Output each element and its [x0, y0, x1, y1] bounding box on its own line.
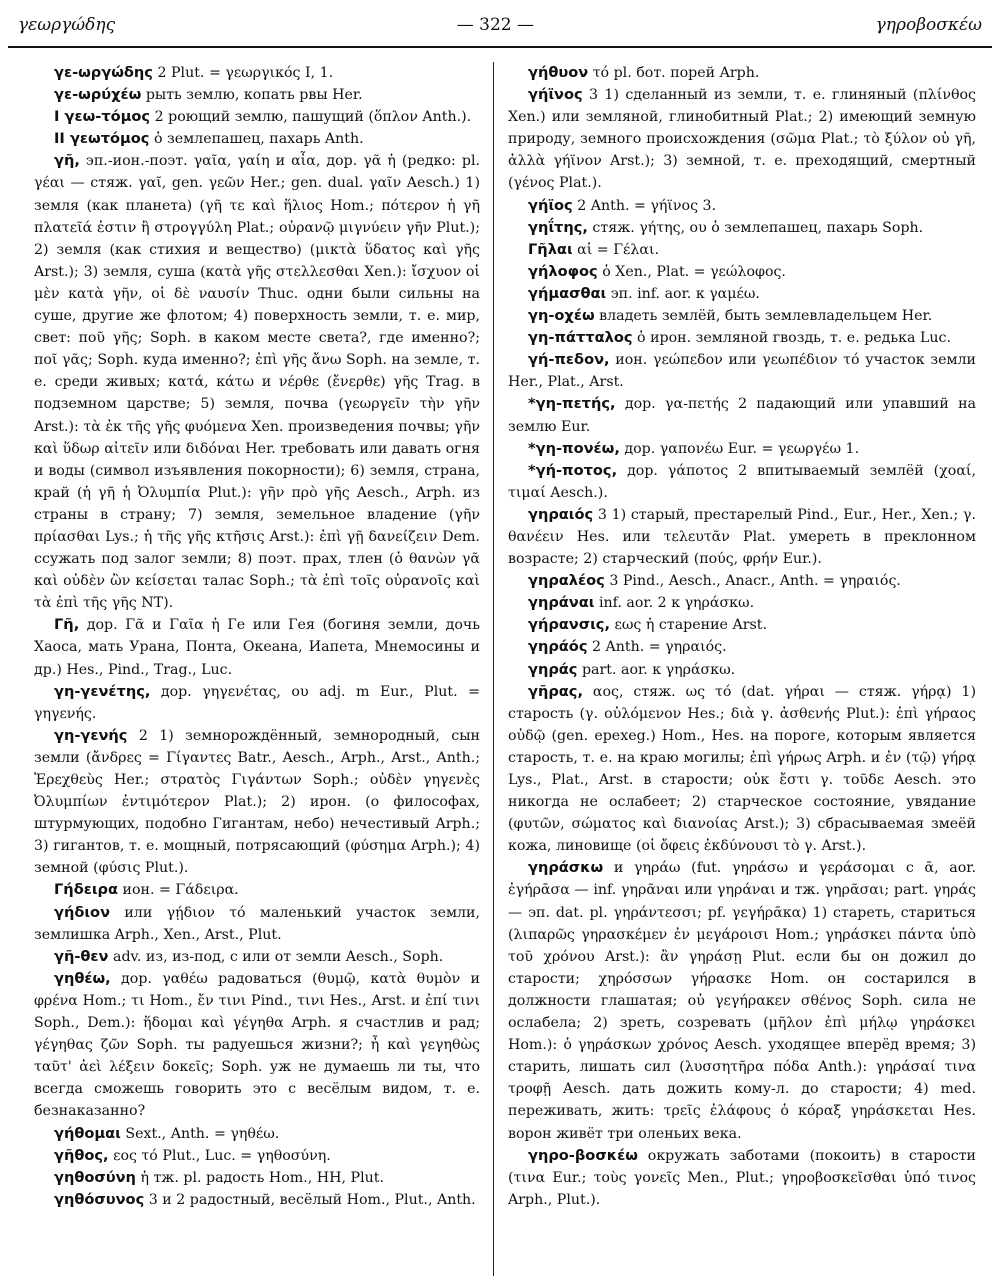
dictionary-entry: [508, 84, 976, 194]
entry-text: αἱ = Γέλαι.: [572, 241, 660, 258]
headword: γηθοσύνη: [54, 1168, 136, 1186]
headword: γηθέω,: [54, 969, 111, 987]
dictionary-entry: [508, 504, 976, 570]
dictionary-entry: [508, 614, 976, 636]
entry-text: 3 Pind., Aesch., Anacr., Anth. = γηραιός.: [604, 573, 901, 590]
dictionary-entry: [508, 636, 976, 658]
dictionary-entry: [508, 261, 976, 283]
dictionary-entry: [508, 283, 976, 305]
dictionary-entry: [34, 106, 480, 128]
dictionary-entry: [508, 592, 976, 614]
entry-text: 2 Plut. = γεωργικός I, 1.: [152, 65, 334, 81]
headword: γε-ωργώδης: [54, 64, 153, 81]
dictionary-entry: [34, 946, 480, 968]
entry-text: 3 и 2 радостный, весёлый Hom., Plut., Anth.: [144, 1191, 476, 1208]
headword: γηράς: [528, 660, 578, 678]
entry-text: ὁ ирон. земляной гвоздь, т. е. редька Luc.: [632, 330, 951, 347]
headword: *γή-ποτος,: [528, 461, 618, 479]
entry-text: эп.-ион.-поэт. γαῖα, γαίη и αἶα, дор. γᾶ ἡ (редко: pl. γέαι — стяж. γαῖ, gen. γεῶν Her.; gen. dual. γαῖν Aesch.) 1) земля (как планета) (γῆ τε καὶ ἥλιος Hom.; πότερον ἡ γῆ πλατεῖά ἐστιν ἢ στρογγύλη Plat.; οὐρανῷ μιγνύειν γῆν Plut.); 2) земля (как стихия и вещество) (μικτὰ ὕδατος καὶ γῆς Arst.); 3) земля, суша (κατὰ γῆς στελλεσθαι Xen.): ἴσχυον οἱ μὲν κατὰ γῆν, οἱ δὲ ναυσίν Thuc. одни были сильны на суше, другие же флотом; 4) поверхность земли, т. е. мир, свет: ποῦ γῆς; Soph. в каком месте света?, где именно?; ποῖ γᾶς; Soph. куда именно?; ἐπὶ γῆς ἄνω Soph. на земле, т. е. среди живых; κατά, κάτω и νέρθε (ἔνερθε) γῆς Trag. в подземном царстве; 5) земля, почва (γεωργεῖν τὴν γῆν Arst.): τὰ ἐκ τῆς γῆς φυόμενα Xen. произведения почвы; γῆν καὶ ὕδωρ αἰτεῖν или διδόναι Her. требовать или давать огня и воды (символ изъявления покорности); 6) земля, страна, край (ἡ γῆ ἡ Ὀλυμπία Plut.): γῆν πρὸ γῆς Aesch., Arph. из страны в страну; 7) земля, земельное владение (γῆν πρίασθαι Lys.; ἡ τῆς γῆς κτῆσις Arst.): ἐπὶ γῇ δανείζειν Dem. ссужать под залог земли; 8) поэт. прах, тлен (ὁ θανὼν γᾶ καὶ οὐδὲν ὢν κείσεται талас Soph.; τὰ ἐπὶ τοῖς οὐρανοῖς καὶ τὰ ἐπὶ τῆς γῆς NT).: [34, 153, 480, 612]
headword: γήθυον: [528, 64, 589, 81]
entry-text: Sext., Anth. = γηθέω.: [120, 1125, 280, 1142]
dictionary-entry: [508, 195, 976, 217]
headword: Γῆ,: [54, 616, 80, 634]
dictionary-entry: [508, 570, 976, 592]
dictionary-entry: [34, 62, 480, 84]
headword: Γῆλαι: [528, 240, 573, 258]
headword: γῆ-θεν: [54, 947, 109, 965]
entry-text: 2 1) земнорождённый, земнородный, сын земли (ἄνδρες = Γίγαντες Batr., Aesch., Arph., Arst., Anth.; Ἐρεχθεὺς Her.; στρατὸς Γιγάντων Soph.; οὐδὲν γηγενὲς Ὀλυμπίων ἐντιμότερον Plat.); 2) ирон. (о философах, штурмующих, подобно Гигантам, небо) нечестивый Arph.; 3) гигантов, т. е. мощный, потрясающий (φύσημα Arph.); 4) земной (φύσις Plut.).: [34, 727, 480, 877]
headword: γήϊνος: [528, 86, 583, 104]
dictionary-entry: [34, 150, 480, 614]
dictionary-entry: [34, 1189, 480, 1211]
dictionary-entry: [34, 902, 480, 946]
entry-text: ἡ тж. pl. радость Hom., HH, Plut.: [135, 1169, 384, 1186]
dictionary-entry: [34, 128, 480, 150]
dictionary-entry: [508, 62, 976, 84]
entry-text: владеть землёй, быть землевладельцем Her.: [594, 308, 933, 325]
entry-text: εως ἡ старение Arst.: [610, 617, 767, 634]
entry-text: τό pl. бот. порей Arph.: [588, 65, 760, 81]
entry-text: ион. γεώπεδον или γεωπέδιον τό участок земли Her., Plat., Arst.: [508, 352, 976, 391]
entry-text: или γῄδιον τό маленький участок земли, землишка Arph., Xen., Arst., Plut.: [34, 904, 480, 943]
dictionary-entry: [508, 393, 976, 437]
dictionary-entry: [508, 659, 976, 681]
headword: *γη-πονέω,: [528, 439, 620, 457]
entry-text: дор. γαθέω радоваться (θυμῷ, κατὰ θυμὸν и φρένα Hom.; τι Hom., ἔν τινι Pind., τινι Hes., Arst. и ἐπί τινι Soph., Dem.): ἥδομαι καὶ γέγηθα Arph. я счастлив и рад; γέγηθας ζῶν Soph. ты радуешься жизни?; ἦ καὶ γεγηθὼς ταῦτ' ἀεὶ λέξειν δοκεῖς; Soph. уж не думаешь ли ты, что всегда сможешь говорить это с весёлым видом, т. е. безнаказанно?: [34, 970, 480, 1120]
entry-text: окружать заботами (покоить) в старости (τινα Eur.; τοὺς γονεῖς Men., Plut.; γηροβοσκεῖσθαι ὑπό τινος Arph., Plut.).: [508, 1147, 976, 1208]
headword: γηράός: [528, 638, 588, 656]
headword: γη-οχέω: [528, 307, 595, 325]
headword: γηραιός: [528, 505, 594, 523]
headword: γῆρας,: [528, 682, 583, 700]
headword: γή-πεδον,: [528, 351, 610, 369]
dictionary-entry: [34, 614, 480, 680]
entry-text: дор. Γᾶ и Γαῖα ἡ Ге или Гея (богиня земли, дочь Хаоса, мать Урана, Понта, Океана, Иапета, Мнемосины и др.) Hes., Pind., Trag., Luc.: [34, 617, 480, 678]
page-number: — 322 —: [456, 15, 534, 35]
headword: γήϊος: [528, 196, 573, 214]
entry-text: adv. из, из-под, с или от земли Aesch., Soph.: [108, 948, 444, 965]
page-header: [18, 8, 982, 42]
entry-text: ὁ Xen., Plat. = γεώλοφος.: [597, 263, 786, 280]
dictionary-entry: [34, 1123, 480, 1145]
headword: γηρο-βοσκέω: [528, 1146, 638, 1164]
dictionary-entry: [34, 681, 480, 725]
headword: γῆθος,: [54, 1146, 109, 1164]
dictionary-entry: [34, 725, 480, 880]
headword: γήρανσις,: [528, 616, 610, 634]
dictionary-entry: [508, 239, 976, 261]
headword: γη-γενής: [54, 726, 128, 744]
entry-text: ион. = Γάδειρα.: [118, 882, 239, 899]
entry-text: 3 1) сделанный из земли, т. е. глиняный (πλίνθος Xen.) или земляной, глинобитный Plat.; 2) имеющий земную природу, земного происхождения (σῶμα Plat.; τὸ ξύλον οὐ γῆ, ἀλλὰ γήϊνον Arst.); 3) земной, т. е. преходящий, смертный (γένος Plat.).: [508, 87, 976, 192]
headword: γηράναι: [528, 594, 595, 612]
dictionary-entry: [508, 460, 976, 504]
headword: *γη-πετής,: [528, 395, 616, 413]
entry-text: дор. γαπονέω Eur. = γεωργέω 1.: [619, 440, 860, 457]
headword: γε-ωρύχέω: [54, 86, 142, 104]
entry-text: эп. inf. aor. к γαμέω.: [606, 285, 760, 302]
entry-text: рыть землю, копать рвы Her.: [141, 87, 363, 104]
entry-text: и γηράω (fut. γηράσω и γεράσομαι с ᾱ, aor. ἐγήρᾱσα — inf. γηρᾶναι или γηράναι и тж. γηρᾶσαι; part. γηράς — эп. dat. pl. γηράντεσσι; pf. γεγήρᾱκα) 1) стареть, стариться (λιπαρῶς γηρασκέμεν ἐν μεγάροισι Hom.; γηράσκει πάντα ὑπὸ τοῦ χρόνου Arst.): ἂν γηράσῃ Plut. если бы он дожил до старости; χηρόσσων γήρασκε Hom. он состарился в должности глашатая; οὐ γεγήρακεν σθένος Soph. сила не ослабела; 2) зреть, созревать (μῆλον ἐπὶ μήλῳ γηράσκει Hom.): ὁ γηράσκων χρόνος Aesch. уходящее вперёд время; 3) старить, лишать сил (λυσσητῆρα πόδα Anth.): γηράσαί τινα τροφῇ Aesch. дать дожить кому-л. до старости; 4) med. переживать, жить: τρεῖς ἐλάφους ὁ κόραξ γηράσκεται Hes. ворон живёт три оленьих века.: [508, 860, 976, 1142]
dictionary-entry: [508, 1145, 976, 1211]
entry-text: дор. γηγενέτας, ου adj. m Eur., Plut. = γηγενής.: [34, 683, 480, 722]
dictionary-entry: [34, 1167, 480, 1189]
entry-text: ὁ землепашец, пахарь Anth.: [149, 131, 364, 148]
headword: γηΐτης,: [528, 218, 588, 236]
left-column: [34, 62, 480, 1276]
entry-text: дор. γάποτος 2 впитываемый землёй (χοαί, τιμαί Aesch.).: [508, 462, 976, 501]
entry-text: εος τό Plut., Luc. = γηθοσύνη.: [108, 1147, 331, 1164]
headword: II γεωτόμος: [54, 130, 150, 148]
headword: γη-πάτταλος: [528, 329, 633, 347]
headword: γήδιον: [54, 903, 111, 921]
headword: γηραλέος: [528, 572, 605, 590]
headword: γη-γενέτης,: [54, 682, 151, 700]
entry-text: 2 роющий землю, пашущий (ὅπλον Anth.).: [150, 109, 472, 126]
running-head-left: γεωργώδης: [18, 15, 116, 35]
entry-text: стяж. γήτης, ου ὁ землепашец, пахарь Soph.: [587, 219, 924, 236]
dictionary-entry: [508, 349, 976, 393]
right-column: [508, 62, 976, 1276]
dictionary-entry: [508, 305, 976, 327]
dictionary-entry: [34, 84, 480, 106]
column-divider: [493, 62, 494, 1276]
entry-text: αος, стяж. ως τό (dat. γήραι — стяж. γήρᾳ) 1) старость (γ. οὐλόμενον Hes.; διὰ γ. ἀσθενής Plut.): ἐπὶ γήραος οὐδῷ (gen. epexeg.) Hom., Hes. на пороге, которым является старость, т. е. на краю могилы; ἐπὶ γήρως Arph. и ἐν (τῷ) γήρᾳ Lys., Plat., Arst. в старости; οὐκ ἔστι γ. τοῦδε Aesch. это никогда не ослабеет; 2) старческое состояние, увядание (φυτῶν, σώματος καὶ διανοίας Arst.); 3) сбрасываемая змеёй кожа, линовище (οἱ ὄφεις ἐκδύνουσι τὸ γ. Arst.).: [508, 683, 976, 855]
dictionary-entry: [34, 879, 480, 901]
headword: Γήδειρα: [54, 881, 118, 899]
running-head-right: γηροβοσκέω: [875, 15, 982, 35]
dictionary-entry: [508, 857, 976, 1144]
header-rule: [8, 46, 992, 48]
entry-text: 2 Anth. = γήϊνος 3.: [572, 197, 717, 214]
entry-text: inf. aor. 2 к γηράσκω.: [594, 595, 755, 612]
headword: γηθόσυνος: [54, 1190, 145, 1208]
headword: γῆ,: [54, 152, 80, 170]
dictionary-entry: [508, 327, 976, 349]
entry-text: part. aor. к γηράσκω.: [577, 661, 736, 678]
dictionary-entry: [34, 1145, 480, 1167]
headword: γήθομαι: [54, 1124, 121, 1142]
dictionary-entry: [508, 217, 976, 239]
dictionary-entry: [508, 438, 976, 460]
headword: γήλοφος: [528, 262, 598, 280]
headword: γήμασθαι: [528, 284, 607, 302]
entry-text: 3 1) старый, престарелый Pind., Eur., Her., Xen.; γ. θανέειν Hes. или τελευτᾶν Plat. умереть в преклонном возрасте; 2) старческий (πούς, φρήν Eur.).: [508, 506, 976, 568]
headword: γηράσκω: [528, 859, 604, 877]
entry-text: 2 Anth. = γηραιός.: [587, 639, 727, 656]
dictionary-entry: [34, 968, 480, 1123]
entry-text: дор. γα-πετής 2 падающий или упавший на землю Eur.: [508, 396, 976, 435]
dictionary-entry: [508, 681, 976, 858]
headword: I γεω-τόμος: [54, 108, 151, 126]
